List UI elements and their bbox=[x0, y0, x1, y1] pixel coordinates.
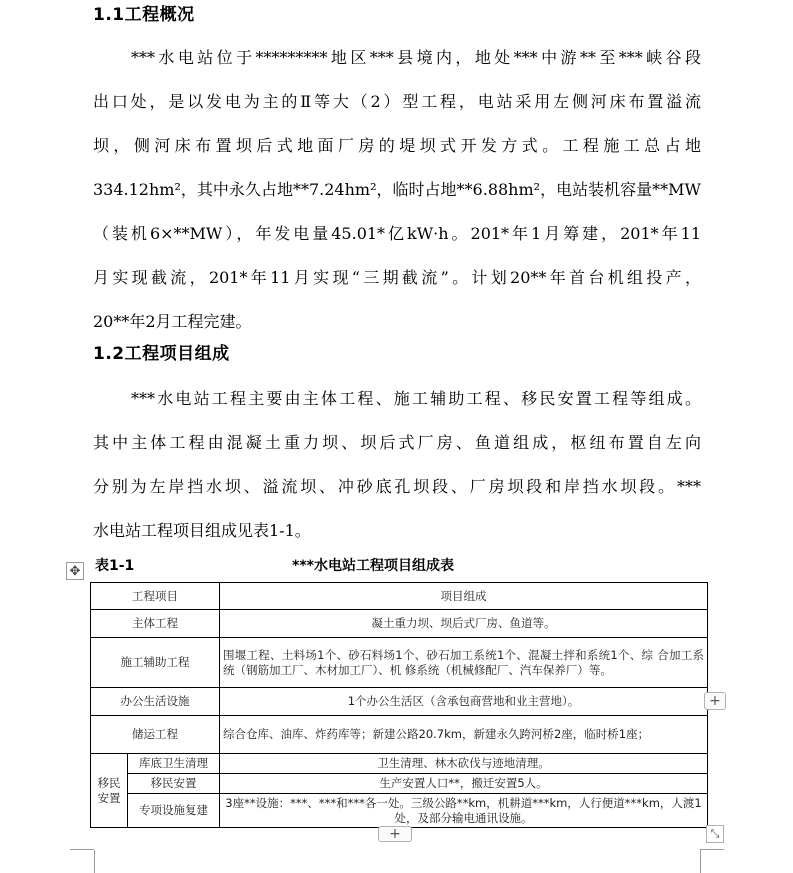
table-caption-label: 表1-1 bbox=[95, 558, 135, 574]
table-resize-icon[interactable]: ⤡ bbox=[706, 825, 724, 843]
paragraph-line: 20**年2月工程完建。 bbox=[93, 312, 252, 331]
row-item-cell: 储运工程 bbox=[91, 716, 220, 754]
paragraph-line: ***水电站工程主要由主体工程、施工辅助工程、移民安置工程等组成。 bbox=[131, 389, 701, 408]
paragraph-line: 出口处，是以发电为主的Ⅱ等大（2）型工程，电站采用左侧河床布置溢流 bbox=[93, 92, 701, 111]
row-content-cell: 卫生清理、林木砍伐与迹地清理。 bbox=[220, 754, 708, 774]
page-corner-mark-right bbox=[700, 850, 725, 873]
paragraph-line: 334.12hm²，其中永久占地**7.24hm²，临时占地**6.88hm²，电站装机容量**MW bbox=[93, 180, 701, 199]
page-corner-mark-left bbox=[70, 850, 95, 873]
paragraph-line: 坝，侧河床布置坝后式地面厂房的堤坝式开发方式。工程施工总占地 bbox=[93, 136, 701, 155]
row-item-cell: 施工辅助工程 bbox=[91, 638, 220, 688]
header-cell-item: 工程项目 bbox=[91, 583, 220, 610]
page-corner-line-left bbox=[70, 849, 94, 850]
row-content-cell: 生产安置人口**，搬迁安置5人。 bbox=[220, 774, 708, 794]
page-corner-line-right bbox=[700, 849, 724, 850]
table-row bbox=[91, 794, 708, 828]
row-content-cell: 凝土重力坝、坝后式厂房、鱼道等。 bbox=[220, 610, 708, 638]
header-cell-content: 项目组成 bbox=[220, 583, 708, 610]
paragraph-line: （装机6×**MW），年发电量45.01*亿kW·h。201*年1月筹建，201*年11 bbox=[93, 224, 701, 243]
paragraph-line: 水电站工程项目组成见表1-1。 bbox=[93, 521, 311, 540]
row-content-cell: 综合仓库、油库、炸药库等；新建公路20.7km，新建永久跨河桥2座，临时桥1座； bbox=[220, 716, 708, 754]
table-row bbox=[91, 638, 708, 688]
row-item-cell: 库底卫生清理 bbox=[128, 754, 220, 774]
section-heading-overview: 1.1工程概况 bbox=[93, 5, 195, 25]
paragraph-line: ***水电站位于*********地区***县境内，地处***中游**至***峡谷段 bbox=[131, 48, 701, 67]
row-content-cell: 围堰工程、土料场1个、砂石料场1个、砂石加工系统1个、混凝土拌和系统1个、综 合加工系统（钢筋加工厂、木材加工厂）、机 修系统（机械修配厂、汽车保养厂）等。 bbox=[220, 638, 708, 688]
project-composition-table bbox=[90, 582, 708, 828]
table-caption-title: ***水电站工程项目组成表 bbox=[292, 558, 454, 574]
add-row-plus-icon[interactable]: + bbox=[378, 826, 412, 842]
table-row bbox=[91, 754, 708, 774]
table-row bbox=[91, 688, 708, 716]
paragraph-line: 其中主体工程由混凝土重力坝、坝后式厂房、鱼道组成，枢纽布置自左向 bbox=[93, 433, 701, 452]
table-row bbox=[91, 716, 708, 754]
table-header-row bbox=[91, 583, 708, 610]
row-item-cell: 主体工程 bbox=[91, 610, 220, 638]
row-item-cell: 移民安置 bbox=[128, 774, 220, 794]
row-item-cell: 办公生活设施 bbox=[91, 688, 220, 716]
row-content-cell: 3座**设施：***、***和***各一处。三级公路**km，机耕道***km，人行便道***km，人渡1处，及部分输电通讯设施。 bbox=[220, 794, 708, 828]
table-row bbox=[91, 610, 708, 638]
group-label-cell: 移民安置 bbox=[91, 754, 128, 828]
paragraph-line: 分别为左岸挡水坝、溢流坝、冲砂底孔坝段、厂房坝段和岸挡水坝段。*** bbox=[93, 477, 701, 496]
add-column-plus-icon[interactable]: + bbox=[704, 692, 726, 710]
row-content-cell: 1个办公生活区（含承包商营地和业主营地）。 bbox=[220, 688, 708, 716]
section-heading-composition: 1.2工程项目组成 bbox=[93, 344, 230, 364]
table-row bbox=[91, 774, 708, 794]
row-item-cell: 专项设施复建 bbox=[128, 794, 220, 828]
table-move-handle-icon[interactable]: ✥ bbox=[66, 562, 84, 580]
paragraph-line: 月实现截流，201*年11月实现“三期截流”。计划20**年首台机组投产， bbox=[93, 268, 701, 287]
